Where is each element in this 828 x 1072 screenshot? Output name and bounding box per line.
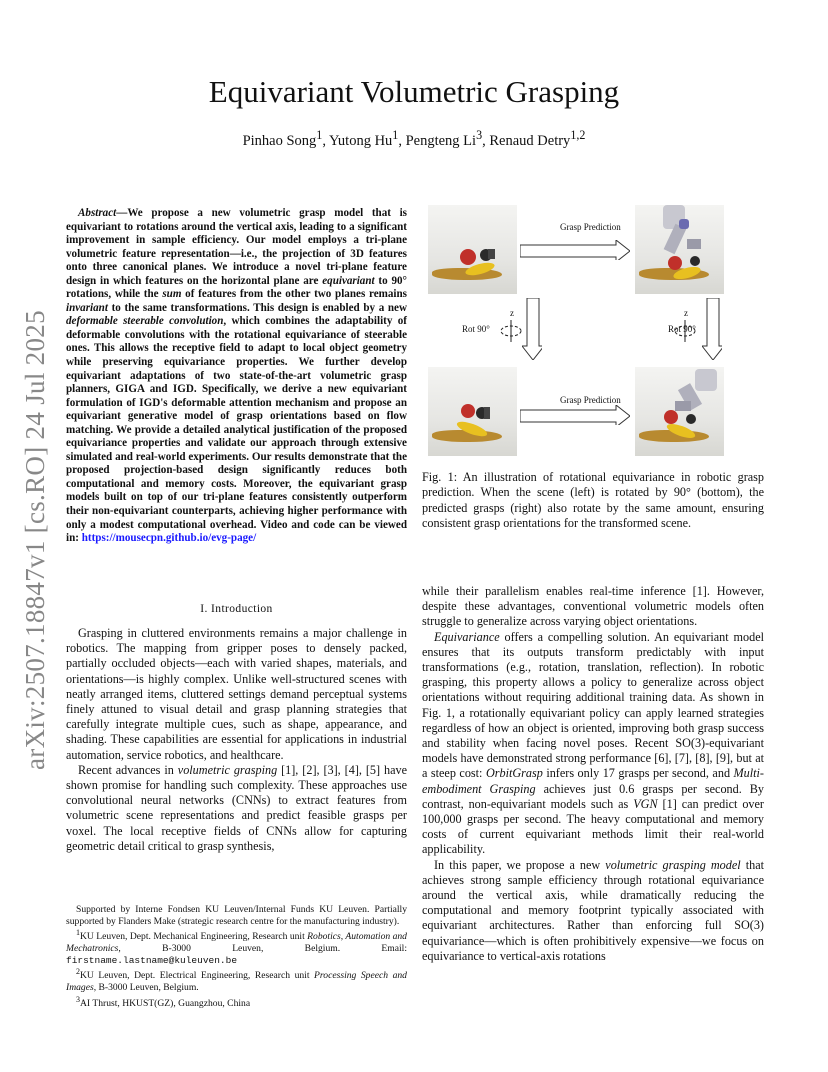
paragraph: Grasping in cluttered environments remains a major challenge in robotics. The mapping from gripper poses to densely packed, partially occluded objects—each with varied shapes, materials, and orientations—is highly complex. Unlike well-structured scenes with neatly arranged items, cluttered settings demand perceptual systems finely attuned to visual detail and grasp planning strategies that carefully integrate multiple cues, such as shape, appearance, and shading. These capabilities are essential for applications in industrial automation, service robotics, and healthcare. [66,626,407,762]
footnote: Supported by Interne Fondsen KU Leuven/Internal Funds KU Leuven. Partially supported by Flanders Make (strategic research centre for the manufacturing industry). [66,904,407,927]
abstract-label: Abstract [78,207,117,219]
scene-image-prediction [635,205,724,294]
author-affiliation: 1 [316,128,323,142]
scene-image-rotated-prediction [635,367,724,456]
paper-title: Equivariant Volumetric Grasping [208,74,620,109]
arrow-down-icon [702,298,722,360]
rotate-icon [672,318,698,344]
author-affiliation: 1 [392,128,399,142]
figure-1 [422,200,764,462]
arrow-right-icon [520,405,630,425]
right-column-body [422,584,764,964]
project-link[interactable]: https://mousecpn.github.io/evg-page/ [81,532,257,545]
footnote: $^1$KU Leuven, Dept. Mechanical Engineering, Research unit Robotics, Automation and Mechatronics, B-3000 Leuven, Belgium. Email: firstname.lastname@kuleuven.be [66,928,407,966]
arrow-label: Grasp Prediction [560,222,621,232]
abstract: Abstract—We propose a new volumetric grasp model that is equivariant to rotations around the vertical axis, leading to a significant improvement in sample efficiency. Our model employs a tri-plane volumetric feature representation—i.e., the projection of 3D features onto three canonical planes. We introduce a novel tri-plane feature design in which features on the horizontal plane are equivariant to 90° rotations, while the sum of features from the other two planes remains invariant to the same transformations. This design is enabled by a new deformable steerable convolution, which combines the adaptability of deformable convolutions with the rotational equivariance of steerable ones. This allows the receptive field to adapt to local object geometry while preserving equivariance properties. We further develop equivariant adaptations of two state-of-the-art volumetric grasp planners, GIGA and IGD. Specifically, we derive a new equivariant formulation of IGD's deformable attention mechanism and propose an equivariant generative model of grasp orientations based on flow matching. We provide a detailed analytical justification of the proposed equivariance properties and validate our approach through extensive simulated and real-world experiments. Our results demonstrate that the proposed projection-based design significantly reduces both computational and memory costs. Moreover, the equivariant grasp models built on top of our tri-plane features consistently outperform their non-equivariant counterparts, achieving higher performance with only a modest computational overhead. Video and code can be viewed in: https://mousecpn.github.io/evg-page/ [66,207,407,545]
rotation-label: Rot 90° [668,324,696,334]
figure-caption: Fig. 1: An illustration of rotational equivariance in robotic grasp prediction. When the scene (left) is rotated by 90° (bottom), the predicted grasps (right) also rotate by the same amount, ensuring consistent grasp orientations for the transformed scene. [422,470,764,530]
rotate-icon [498,318,524,344]
section-heading: I. Introduction [200,603,273,615]
author-name: Pengteng Li [405,132,477,149]
author-affiliation: 1,2 [570,128,586,142]
footnote: $^3$AI Thrust, HKUST(GZ), Guangzhou, China [76,994,251,1009]
paragraph: Recent advances in volumetric grasping [1], [2], [3], [4], [5] have shown promise for handling such complexity. These approaches use convolutional neural networks (CNNs) to extract features from volumetric scene representations and predict feasible grasps per voxel. The local receptive fields of CNNs allow for capturing geometric detail critical to grasp synthesis, [66,762,407,853]
arrow-label: Grasp Prediction [560,395,621,405]
author-name: Renaud Detry [489,132,571,149]
axis-label: z [684,308,688,318]
arxiv-watermark: arXiv:2507.18847v1 [cs.RO] 24 Jul 2025 [20,310,50,770]
paragraph: while their parallelism enables real-time inference [1]. However, despite these advantages, conventional volumetric models often struggle to generalize across varying object orientations. [422,584,764,629]
author-name: Yutong Hu [329,132,393,149]
author-affiliation: 3 [476,128,483,142]
arrow-right-icon [520,240,630,260]
scene-image-original [428,205,517,294]
author-name: Pinhao Song [242,132,317,149]
arrow-down-icon [522,298,542,360]
axis-label: z [510,308,514,318]
rotation-label: Rot 90° [462,324,490,334]
footnote: $^2$KU Leuven, Dept. Electrical Engineering, Research unit Processing Speech and Images, B-3000 Leuven, Belgium. [66,967,407,993]
paragraph: In this paper, we propose a new volumetric grasping model that achieves strong sample efficiency through rotational equivariance around the vertical axis, while dramatically reducing the computational and memory footprint typically associated with equivariant architectures. Rather than enforcing full SO(3) equivariance—which is often prohibitively expensive—we focus on equivariance to vertical-axis rotations [422,857,764,963]
left-column-body [66,626,407,854]
footnotes [66,904,407,1009]
paragraph: Equivariance offers a compelling solution. An equivariant model ensures that its outputs transform predictably with input transformations (e.g., rotation, translation, reflection). In robotic grasping, this property allows a policy to generalize across object orientations without requiring additional training data. As shown in Fig. 1, a rotationally equivariant policy can apply learned strategies regardless of how an object is oriented, improving both grasp success and stability when facing novel poses. Recent SO(3)-equivariant models have demonstrated strong performance [6], [7], [8], [9], but at a steep cost: OrbitGrasp infers only 17 grasps per second, and Multi-embodiment Grasping achieves just 0.6 grasps per second. By contrast, non-equivariant models such as VGN [1] can predict over 100,000 grasps per second. The heavy computational and memory costs of current equivariant methods limit their real-world applicability. [422,629,764,857]
scene-image-rotated [428,367,517,456]
email-address: firstname.lastname@kuleuven.be [66,954,238,966]
author-list: Pinhao Song$^1$, Yutong Hu$^1$, Pengteng Li$^3$, Renaud Detry$^{1,2}$ [242,128,586,149]
